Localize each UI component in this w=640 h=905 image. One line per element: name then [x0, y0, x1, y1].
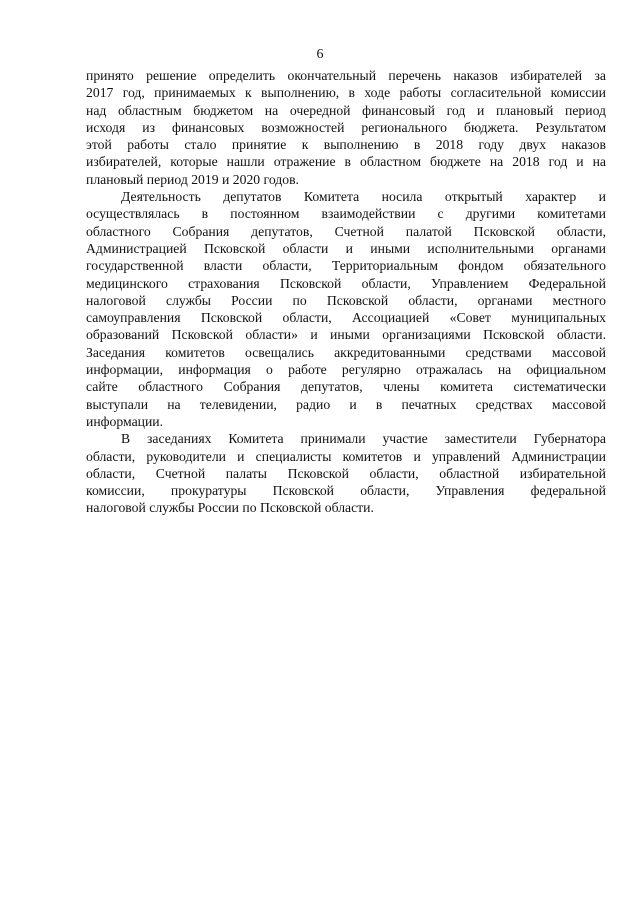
text-line: плановый период 2019 и 2020 годов.: [86, 171, 299, 187]
paragraph-2: [86, 188, 606, 430]
text-line: осуществлялась в постоянном взаимодействии с другими комитетами: [86, 206, 606, 222]
text-line: В заседаниях Комитета принимали участие заместители Губернатора: [121, 431, 606, 447]
text-line: области, Счетной палаты Псковской области, областной избирательной: [86, 465, 606, 481]
text-line: информации.: [86, 413, 164, 429]
text-line: над областным бюджетом на очередной финансовый год и плановый период: [86, 102, 606, 118]
text-line: избирателей, которые нашли отражение в областном бюджете на 2018 год и на: [86, 154, 606, 170]
text-line: этой работы стало принятие к выполнению в 2018 году двух наказов: [86, 137, 606, 153]
text-line: Деятельность депутатов Комитета носила открытый характер и: [121, 189, 606, 205]
text-line: Заседания комитетов освещались аккредитованными средствами массовой: [86, 344, 606, 360]
text-line: налоговой службы России по Псковской области, органами местного: [86, 292, 606, 308]
page-number: 6: [316, 47, 324, 62]
text-line: налоговой службы России по Псковской области.: [86, 500, 374, 516]
text-line: выступали на телевидении, радио и в печатных средствах массовой: [86, 396, 606, 412]
text-line: сайте областного Собрания депутатов, члены комитета систематически: [86, 379, 606, 395]
text-line: медицинского страхования Псковской области, Управлением Федеральной: [86, 275, 606, 291]
text-line: комиссии, прокуратуры Псковской области, Управления федеральной: [86, 483, 606, 499]
text-line: принято решение определить окончательный перечень наказов избирателей за: [86, 68, 606, 83]
paragraph-3: [86, 430, 606, 516]
text-line: образований Псковской области» и иными организациями Псковской области.: [86, 327, 606, 343]
text-line: самоуправления Псковской области, Ассоциацией «Совет муниципальных: [86, 310, 606, 326]
text-line: 2017 год, принимаемых к выполнению, в ходе работы согласительной комиссии: [86, 85, 606, 101]
text-line: государственной власти области, Территориальным фондом обязательного: [86, 258, 606, 274]
text-line: информации, информация о работе регулярно отражалась на официальном: [86, 362, 606, 378]
paragraph-1: [86, 67, 606, 188]
text-line: области, руководители и специалисты комитетов и управлений Администрации: [86, 448, 606, 464]
text-line: областного Собрания депутатов, Счетной палатой Псковской области,: [86, 223, 606, 239]
text-line: Администрацией Псковской области и иными исполнительными органами: [86, 240, 606, 256]
text-line: исходя из финансовых возможностей регионального бюджета. Результатом: [86, 119, 606, 135]
document-body: [86, 67, 606, 517]
